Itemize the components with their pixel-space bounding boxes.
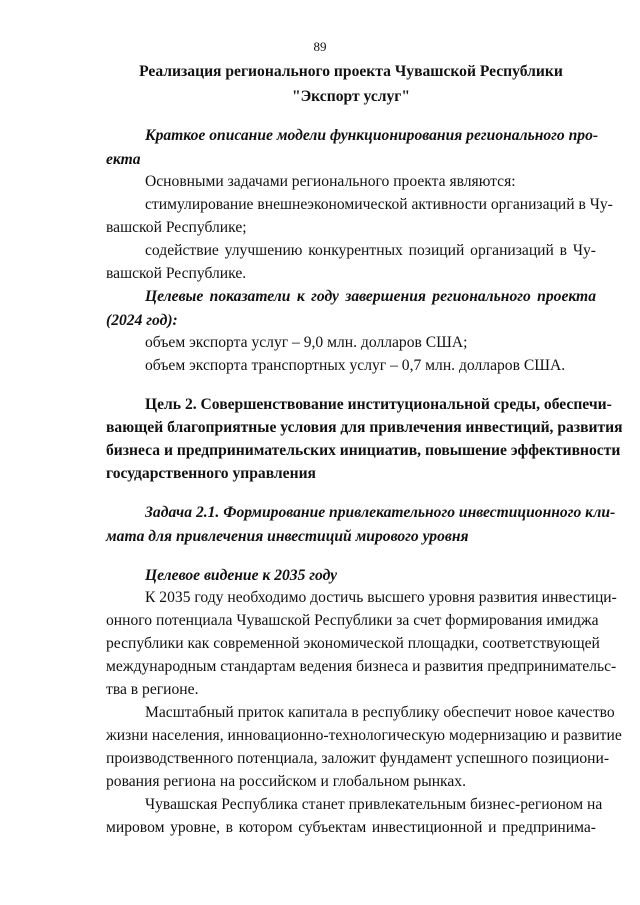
vision-p3-line-1: Чувашская Республика станет привлекательным бизнес-регионом на <box>145 796 603 813</box>
vision-p2-line-4: рования региона на российском и глобальном рынках. <box>106 773 467 790</box>
vision-p2-line-2: жизни населения, инновационно-технологическую модернизацию и развитие <box>106 727 622 744</box>
page-number: 89 <box>313 39 327 54</box>
task-1-line-2: вашской Республике; <box>106 219 247 236</box>
vision-p1-line-4: международным стандартам ведения бизнеса и развития предпринимательс- <box>106 658 617 675</box>
goal-line-1: Цель 2. Совершенствование институциональной среды, обеспечи- <box>145 396 612 413</box>
task-1-line-1: стимулирование внешнеэкономической активности организаций в Чу- <box>145 196 613 213</box>
vision-p1-line-2: онного потенциала Чувашской Республики за счет формирования имиджа <box>106 612 599 629</box>
task-2-line-2: вашской Республике. <box>106 265 247 282</box>
task-heading-line-2: мата для привлечения инвестиций мирового уровня <box>106 528 469 545</box>
model-heading-line-1: Краткое описание модели функционирования регионального про- <box>145 127 599 144</box>
model-heading-line-2: екта <box>106 151 141 168</box>
targets-heading-line-2: (2024 год): <box>106 312 178 329</box>
targets-heading-line-1: Целевые показатели к году завершения регионального проекта <box>145 288 596 305</box>
tasks-intro: Основными задачами регионального проекта являются: <box>145 173 516 190</box>
vision-p2-line-3: производственного потенциала, заложит фундамент успешного позициони- <box>106 750 610 767</box>
goal-line-3: бизнеса и предпринимательских инициатив, повышение эффективности <box>106 442 621 459</box>
goal-line-4: государственного управления <box>106 465 316 482</box>
target-item-2: объем экспорта транспортных услуг – 0,7 млн. долларов США. <box>145 357 566 374</box>
vision-p1-line-1: К 2035 году необходимо достичь высшего уровня развития инвестици- <box>145 589 617 606</box>
project-title-line-2: "Экспорт услуг" <box>291 88 411 105</box>
vision-heading: Целевое видение к 2035 году <box>145 567 338 584</box>
vision-p2-line-1: Масштабный приток капитала в республику обеспечит новое качество <box>145 704 615 721</box>
project-title-line-1: Реализация регионального проекта Чувашской Республики <box>139 63 563 80</box>
task-heading-line-1: Задача 2.1. Формирование привлекательного инвестиционного кли- <box>145 504 616 521</box>
vision-p1-line-5: тва в регионе. <box>106 681 199 698</box>
target-item-1: объем экспорта услуг – 9,0 млн. долларов США; <box>145 334 468 351</box>
task-2-line-1: содействие улучшению конкурентных позиций организаций в Чу- <box>145 242 596 259</box>
vision-p3-line-2: мировом уровне, в котором субъектам инвестиционной и предпринима- <box>106 819 596 836</box>
vision-p1-line-3: республики как современной экономической площадки, соответствующей <box>106 635 600 652</box>
goal-line-2: вающей благоприятные условия для привлечения инвестиций, развития <box>106 419 623 436</box>
